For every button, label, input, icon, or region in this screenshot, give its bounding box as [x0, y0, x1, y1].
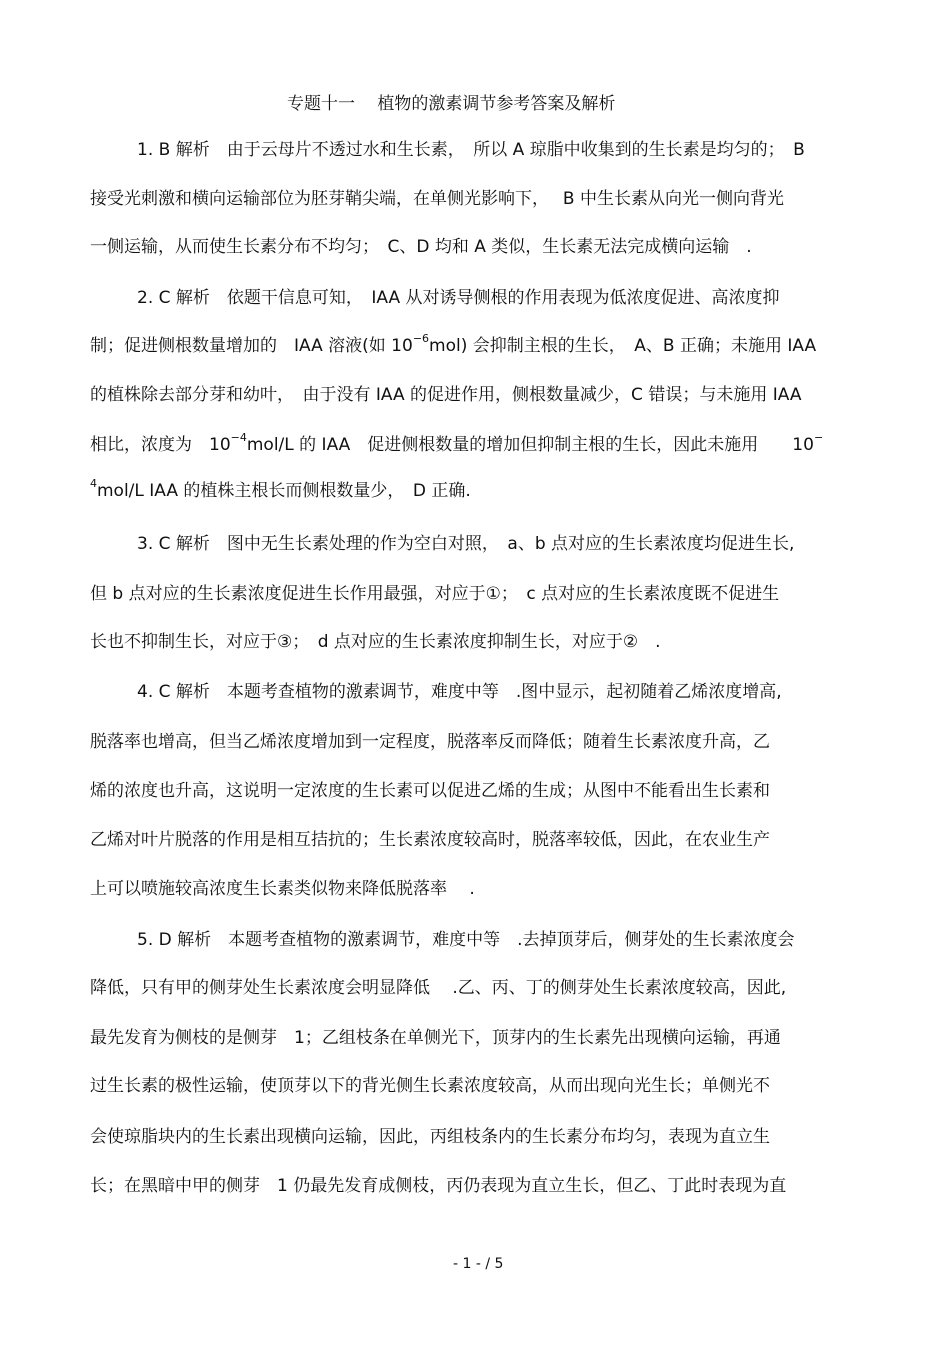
- text-line: 脱落率也增高，但当乙烯浓度增加到一定程度，脱落率反而降低；随着生长素浓度升高，乙: [90, 732, 770, 752]
- text-line: [90, 477, 471, 502]
- text-line: 长也不抑制生长，对应于③； d 点对应的生长素浓度抑制生长，对应于② .: [90, 632, 661, 652]
- text-line: 一侧运输，从而使生长素分布不均匀； C、D 均和 A 类似，生长素无法完成横向运输 .: [90, 237, 752, 257]
- text-line: 的植株除去部分芽和幼叶， 由于没有 IAA 的促进作用，侧根数量减少，C 错误；与未施用 IAA: [90, 385, 802, 405]
- superscript: 4: [90, 477, 97, 491]
- text-fragment: mol/L IAA 的植株主根长而侧根数量少， D 正确.: [97, 481, 471, 501]
- text-line: 5. D 解析 本题考查植物的激素调节，难度中等 .去掉顶芽后，侧芽处的生长素浓度会: [137, 930, 795, 950]
- text-line: 乙烯对叶片脱落的作用是相互拮抗的；生长素浓度较高时，脱落率较低，因此，在农业生产: [90, 830, 770, 850]
- superscript: −6: [412, 332, 430, 346]
- superscript: −: [813, 431, 824, 445]
- text-fragment: mol) 会抑制主根的生长， A、B 正确；未施用 IAA: [429, 336, 817, 356]
- text-line: 1. B 解析 由于云母片不透过水和生长素， 所以 A 琼脂中收集到的生长素是均匀的； B: [137, 140, 805, 160]
- text-line: 接受光刺激和横向运输部位为胚芽鞘尖端，在单侧光影响下， B 中生长素从向光一侧向背光: [90, 189, 784, 209]
- page-number: - 1 - / 5: [453, 1256, 504, 1272]
- text-line: 过生长素的极性运输，使顶芽以下的背光侧生长素浓度较高，从而出现向光生长；单侧光不: [90, 1076, 770, 1096]
- text-line: [90, 332, 817, 357]
- text-line: 长；在黑暗中甲的侧芽 1 仍最先发育成侧枝，丙仍表现为直立生长，但乙、丁此时表现为直: [90, 1176, 787, 1196]
- text-line: 2. C 解析 依题干信息可知， IAA 从对诱导侧根的作用表现为低浓度促进、高浓度抑: [137, 288, 780, 308]
- document-title: 专题十一 植物的激素调节参考答案及解析: [287, 94, 616, 114]
- text-line: 3. C 解析 图中无生长素处理的作为空白对照， a、b 点对应的生长素浓度均促进生长,: [137, 534, 795, 554]
- text-fragment: 制；促进侧根数量增加的 IAA 溶液(如 10: [90, 336, 413, 356]
- text-line: 最先发育为侧枝的是侧芽 1；乙组枝条在单侧光下，顶芽内的生长素先出现横向运输，再通: [90, 1028, 781, 1048]
- text-line: [90, 431, 824, 456]
- text-line: 上可以喷施较高浓度生长素类似物来降低脱落率 .: [90, 879, 475, 899]
- text-fragment: 相比，浓度为 10: [90, 435, 231, 455]
- text-fragment: mol/L 的 IAA 促进侧根数量的增加但抑制主根的生长，因此未施用 10: [246, 435, 814, 455]
- text-line: 降低，只有甲的侧芽处生长素浓度会明显降低 .乙、丙、丁的侧芽处生长素浓度较高，因此,: [90, 978, 787, 998]
- text-line: 会使琼脂块内的生长素出现横向运输，因此，丙组枝条内的生长素分布均匀，表现为直立生: [90, 1127, 770, 1147]
- text-line: 但 b 点对应的生长素浓度促进生长作用最强，对应于①； c 点对应的生长素浓度既不促进生: [90, 584, 780, 604]
- text-line: 烯的浓度也升高，这说明一定浓度的生长素可以促进乙烯的生成；从图中不能看出生长素和: [90, 781, 770, 801]
- text-line: 4. C 解析 本题考查植物的激素调节，难度中等 .图中显示，起初随着乙烯浓度增高,: [137, 682, 782, 702]
- superscript: −4: [230, 431, 247, 445]
